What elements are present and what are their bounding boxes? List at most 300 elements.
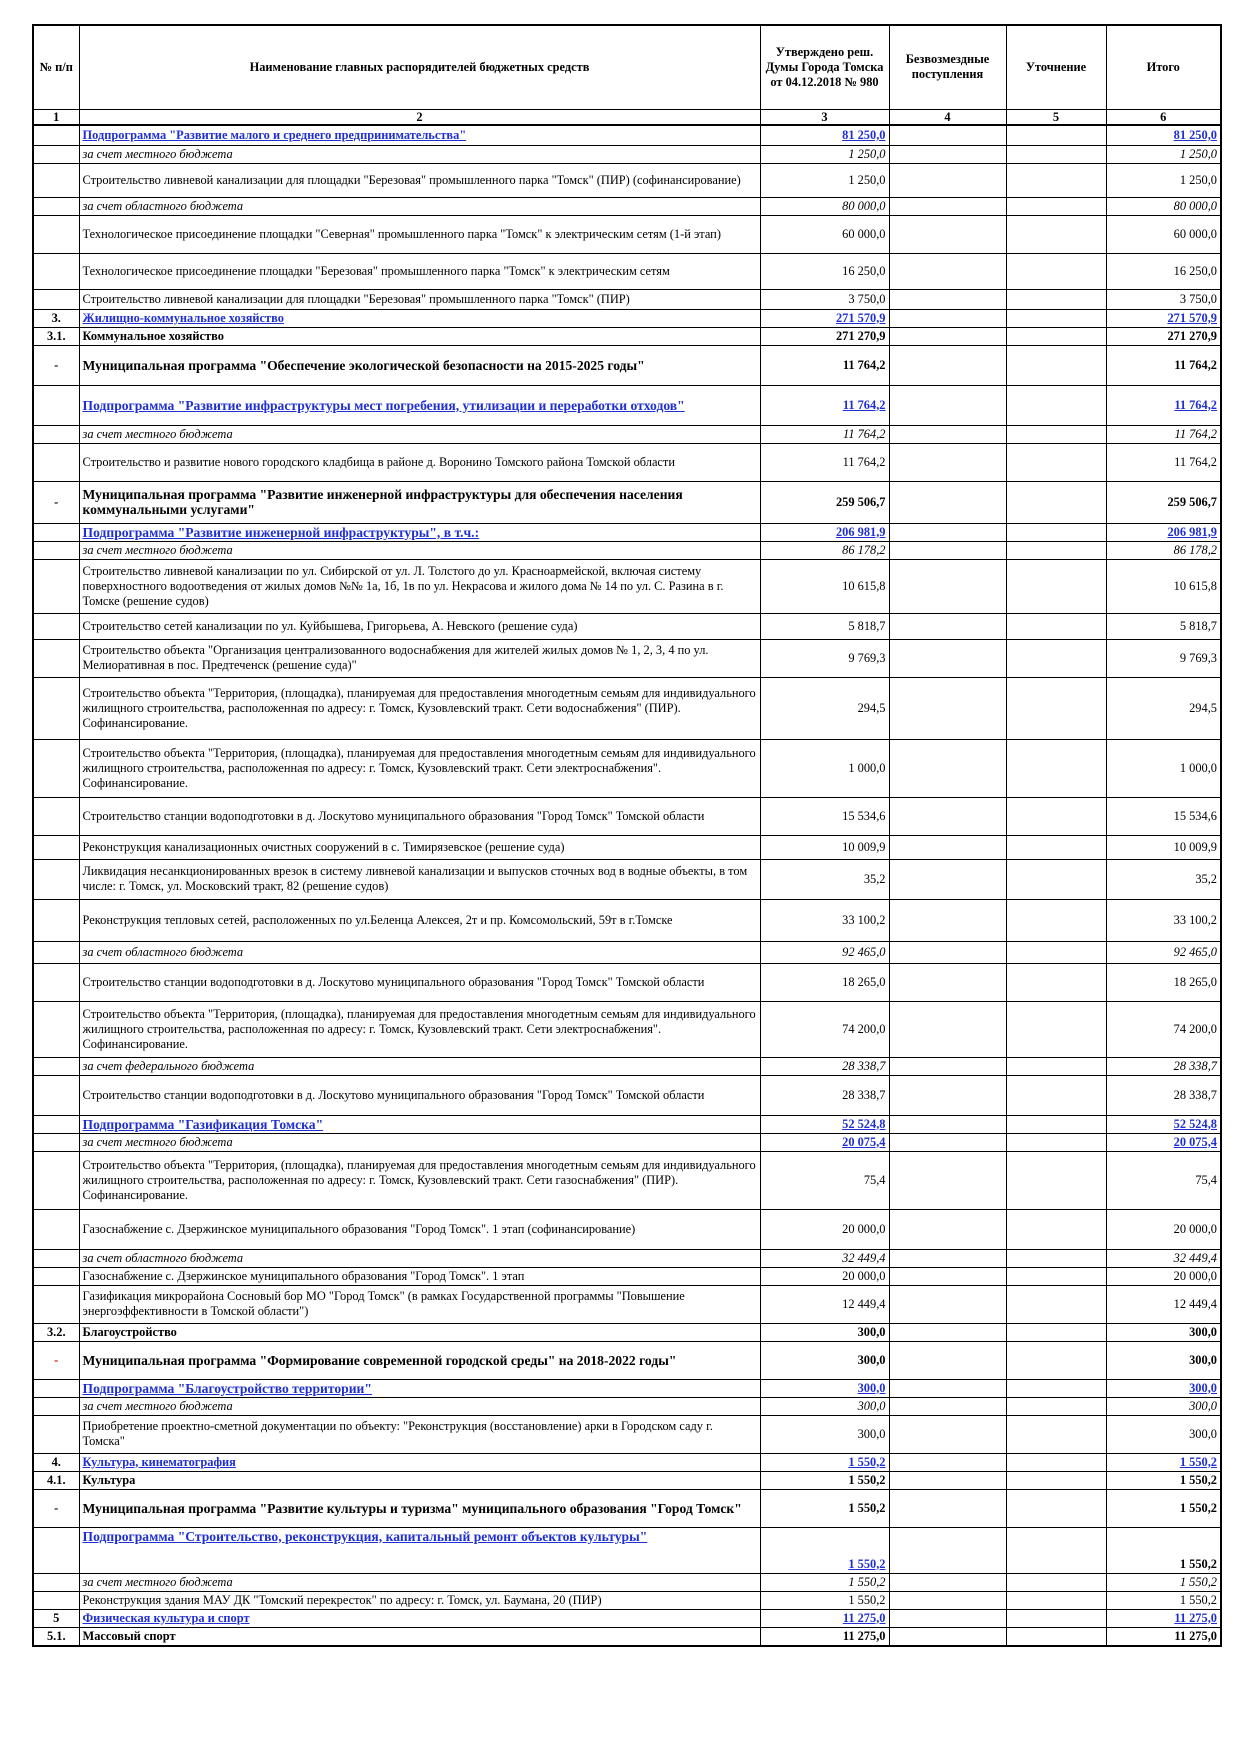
row-number (33, 1573, 79, 1591)
total-amount: 12 449,4 (1106, 1285, 1221, 1323)
table-row (33, 1397, 1221, 1415)
grants-amount (889, 163, 1006, 197)
row-name: за счет местного бюджета (79, 1133, 760, 1151)
total-amount: 206 981,9 (1106, 523, 1221, 541)
total-amount: 1 550,2 (1106, 1471, 1221, 1489)
grants-amount (889, 1397, 1006, 1415)
grants-amount (889, 1627, 1006, 1646)
adjustment-amount (1006, 1609, 1106, 1627)
row-name: Подпрограмма "Развитие инфраструктуры мест погребения, утилизации и переработки отходов" (79, 385, 760, 425)
row-name: Ликвидация несанкционированных врезок в систему ливневой канализации и выпусков сточных вод в водные объекты, в том числе: г. Томск, ул. Московский тракт, 82 (решение судов) (79, 859, 760, 899)
row-number (33, 677, 79, 739)
row-number (33, 1075, 79, 1115)
row-name: Строительство и развитие нового городского кладбища в районе д. Воронино Томского района Томской области (79, 443, 760, 481)
approved-amount: 3 750,0 (760, 289, 889, 309)
total-amount: 20 000,0 (1106, 1267, 1221, 1285)
grants-amount (889, 1001, 1006, 1057)
approved-amount: 11 764,2 (760, 425, 889, 443)
header-name: Наименование главных распорядителей бюджетных средств (79, 25, 760, 109)
approved-amount: 1 550,2 (760, 1453, 889, 1471)
adjustment-amount (1006, 1285, 1106, 1323)
adjustment-amount (1006, 1323, 1106, 1341)
row-name: Газификация микрорайона Сосновый бор МО "Город Томск" (в рамках Государственной программы "Повышение энергоэффективности в Томской области") (79, 1285, 760, 1323)
row-number: 5 (33, 1609, 79, 1627)
row-number (33, 739, 79, 797)
budget-table (32, 24, 1222, 1647)
approved-amount: 300,0 (760, 1397, 889, 1415)
approved-amount: 9 769,3 (760, 639, 889, 677)
table-row (33, 1341, 1221, 1379)
grants-amount (889, 345, 1006, 385)
row-name: Строительство ливневой канализации для площадки "Березовая" промышленного парка "Томск" (ПИР) (софинансирование) (79, 163, 760, 197)
approved-amount: 1 550,2 (760, 1471, 889, 1489)
total-amount: 1 550,2 (1106, 1591, 1221, 1609)
total-amount: 18 265,0 (1106, 963, 1221, 1001)
column-number: 4 (889, 109, 1006, 125)
adjustment-amount (1006, 1001, 1106, 1057)
row-name: Строительство ливневой канализации по ул. Сибирской от ул. Л. Толстого до ул. Красноармейской, включая систему поверхностного водоотведения от жилых домов №№ 1а, 1б, 1в по ул. Некрасова и жилого дома № 14 по ул. С. Разина в г. Томске (решение судов) (79, 559, 760, 613)
adjustment-amount (1006, 253, 1106, 289)
row-name: Газоснабжение с. Дзержинское муниципального образования "Город Томск". 1 этап (софинансирование) (79, 1209, 760, 1249)
grants-amount (889, 941, 1006, 963)
grants-amount (889, 835, 1006, 859)
row-number: 3.1. (33, 327, 79, 345)
row-name: Физическая культура и спорт (79, 1609, 760, 1627)
grants-amount (889, 443, 1006, 481)
adjustment-amount (1006, 345, 1106, 385)
total-amount: 1 550,2 (1106, 1489, 1221, 1527)
total-amount: 300,0 (1106, 1323, 1221, 1341)
table-row (33, 559, 1221, 613)
table-row (33, 1267, 1221, 1285)
approved-amount: 74 200,0 (760, 1001, 889, 1057)
row-number: - (33, 1341, 79, 1379)
grants-amount (889, 1471, 1006, 1489)
row-name: за счет областного бюджета (79, 197, 760, 215)
adjustment-amount (1006, 1489, 1106, 1527)
adjustment-amount (1006, 163, 1106, 197)
row-number (33, 835, 79, 859)
grants-amount (889, 1341, 1006, 1379)
table-row (33, 1323, 1221, 1341)
total-amount: 259 506,7 (1106, 481, 1221, 523)
total-amount: 11 275,0 (1106, 1627, 1221, 1646)
grants-amount (889, 425, 1006, 443)
table-row (33, 1249, 1221, 1267)
budget-table-sheet (32, 24, 1220, 1647)
row-name: Строительство объекта "Территория, (площадка), планируемая для предоставления многодетным семьям для индивидуального жилищного строительства, расположенная по адресу: г. Томск, Кузовлевский тракт. Сети газоснабжения" (ПИР). Софинансирование. (79, 1151, 760, 1209)
adjustment-amount (1006, 1249, 1106, 1267)
row-number (33, 1527, 79, 1573)
grants-amount (889, 639, 1006, 677)
total-amount: 1 550,2 (1106, 1573, 1221, 1591)
grants-amount (889, 677, 1006, 739)
adjustment-amount (1006, 327, 1106, 345)
row-name: Подпрограмма "Строительство, реконструкция, капитальный ремонт объектов культуры" (79, 1527, 760, 1573)
table-row (33, 523, 1221, 541)
row-name: Культура, кинематография (79, 1453, 760, 1471)
adjustment-amount (1006, 1209, 1106, 1249)
row-number (33, 385, 79, 425)
grants-amount (889, 613, 1006, 639)
table-row (33, 1591, 1221, 1609)
approved-amount: 32 449,4 (760, 1249, 889, 1267)
grants-amount (889, 253, 1006, 289)
adjustment-amount (1006, 443, 1106, 481)
adjustment-amount (1006, 1627, 1106, 1646)
total-amount: 10 009,9 (1106, 835, 1221, 859)
grants-amount (889, 125, 1006, 145)
header-total: Итого (1106, 25, 1221, 109)
total-amount: 271 570,9 (1106, 309, 1221, 327)
adjustment-amount (1006, 145, 1106, 163)
total-amount: 80 000,0 (1106, 197, 1221, 215)
row-number (33, 215, 79, 253)
grants-amount (889, 859, 1006, 899)
adjustment-amount (1006, 523, 1106, 541)
row-name: Подпрограмма "Благоустройство территории" (79, 1379, 760, 1397)
approved-amount: 11 275,0 (760, 1609, 889, 1627)
table-row (33, 289, 1221, 309)
table-row (33, 1627, 1221, 1646)
grants-amount (889, 1209, 1006, 1249)
total-amount: 271 270,9 (1106, 327, 1221, 345)
total-amount: 75,4 (1106, 1151, 1221, 1209)
grants-amount (889, 385, 1006, 425)
grants-amount (889, 1573, 1006, 1591)
row-number (33, 613, 79, 639)
row-number: - (33, 1489, 79, 1527)
grants-amount (889, 899, 1006, 941)
total-amount: 300,0 (1106, 1379, 1221, 1397)
row-name: Строительство станции водоподготовки в д. Лоскутово муниципального образования "Город Томск" Томской области (79, 797, 760, 835)
adjustment-amount (1006, 1341, 1106, 1379)
adjustment-amount (1006, 1267, 1106, 1285)
table-row (33, 639, 1221, 677)
approved-amount: 1 550,2 (760, 1573, 889, 1591)
grants-amount (889, 1249, 1006, 1267)
approved-amount: 86 178,2 (760, 541, 889, 559)
row-number (33, 1285, 79, 1323)
row-name: за счет федерального бюджета (79, 1057, 760, 1075)
row-name: Технологическое присоединение площадки "Березовая" промышленного парка "Томск" к электрическим сетям (79, 253, 760, 289)
row-name: Реконструкция тепловых сетей, расположенных по ул.Беленца Алексея, 2т и пр. Комсомольский, 59т в г.Томске (79, 899, 760, 941)
approved-amount: 1 250,0 (760, 163, 889, 197)
row-name: Строительство сетей канализации по ул. Куйбышева, Григорьева, А. Невского (решение суда) (79, 613, 760, 639)
total-amount: 3 750,0 (1106, 289, 1221, 309)
adjustment-amount (1006, 1379, 1106, 1397)
table-row (33, 1151, 1221, 1209)
table-row (33, 1115, 1221, 1133)
total-amount: 11 764,2 (1106, 385, 1221, 425)
row-number (33, 1209, 79, 1249)
grants-amount (889, 1267, 1006, 1285)
row-number: 5.1. (33, 1627, 79, 1646)
total-amount: 294,5 (1106, 677, 1221, 739)
row-name: Газоснабжение с. Дзержинское муниципального образования "Город Томск". 1 этап (79, 1267, 760, 1285)
approved-amount: 12 449,4 (760, 1285, 889, 1323)
total-amount: 86 178,2 (1106, 541, 1221, 559)
table-row (33, 941, 1221, 963)
approved-amount: 35,2 (760, 859, 889, 899)
adjustment-amount (1006, 639, 1106, 677)
table-row (33, 1001, 1221, 1057)
approved-amount: 11 764,2 (760, 385, 889, 425)
grants-amount (889, 541, 1006, 559)
approved-amount: 300,0 (760, 1415, 889, 1453)
row-number (33, 963, 79, 1001)
adjustment-amount (1006, 481, 1106, 523)
adjustment-amount (1006, 859, 1106, 899)
row-number (33, 899, 79, 941)
column-number: 1 (33, 109, 79, 125)
table-row (33, 1471, 1221, 1489)
adjustment-amount (1006, 385, 1106, 425)
adjustment-amount (1006, 1415, 1106, 1453)
table-row (33, 163, 1221, 197)
adjustment-amount (1006, 197, 1106, 215)
row-number (33, 289, 79, 309)
approved-amount: 20 000,0 (760, 1267, 889, 1285)
approved-amount: 300,0 (760, 1323, 889, 1341)
row-number (33, 559, 79, 613)
table-row (33, 1489, 1221, 1527)
total-amount: 1 250,0 (1106, 163, 1221, 197)
row-number (33, 797, 79, 835)
approved-amount: 271 570,9 (760, 309, 889, 327)
table-row (33, 1527, 1221, 1573)
row-number (33, 941, 79, 963)
total-amount: 11 764,2 (1106, 425, 1221, 443)
total-amount: 20 000,0 (1106, 1209, 1221, 1249)
approved-amount: 1 000,0 (760, 739, 889, 797)
adjustment-amount (1006, 425, 1106, 443)
adjustment-amount (1006, 541, 1106, 559)
row-number (33, 523, 79, 541)
approved-amount: 16 250,0 (760, 253, 889, 289)
approved-amount: 20 075,4 (760, 1133, 889, 1151)
header-approved: Утверждено реш. Думы Города Томска от 04.12.2018 № 980 (760, 25, 889, 109)
row-number: 3. (33, 309, 79, 327)
row-number: - (33, 481, 79, 523)
row-name: за счет местного бюджета (79, 1397, 760, 1415)
row-name: Строительство объекта "Территория, (площадка), планируемая для предоставления многодетным семьям для индивидуального жилищного строительства, расположенная по адресу: г. Томск, Кузовлевский тракт. Сети электроснабжения". Софинансирование. (79, 739, 760, 797)
grants-amount (889, 1609, 1006, 1627)
grants-amount (889, 481, 1006, 523)
adjustment-amount (1006, 1527, 1106, 1573)
table-row (33, 835, 1221, 859)
grants-amount (889, 145, 1006, 163)
approved-amount: 75,4 (760, 1151, 889, 1209)
adjustment-amount (1006, 1075, 1106, 1115)
grants-amount (889, 523, 1006, 541)
total-amount: 11 275,0 (1106, 1609, 1221, 1627)
grants-amount (889, 739, 1006, 797)
row-number (33, 541, 79, 559)
row-number (33, 1133, 79, 1151)
grants-amount (889, 1489, 1006, 1527)
table-header-row (33, 25, 1221, 109)
approved-amount: 28 338,7 (760, 1057, 889, 1075)
approved-amount: 52 524,8 (760, 1115, 889, 1133)
approved-amount: 1 550,2 (760, 1591, 889, 1609)
adjustment-amount (1006, 1151, 1106, 1209)
row-number (33, 1397, 79, 1415)
grants-amount (889, 215, 1006, 253)
adjustment-amount (1006, 1133, 1106, 1151)
total-amount: 20 075,4 (1106, 1133, 1221, 1151)
table-row (33, 125, 1221, 145)
grants-amount (889, 1527, 1006, 1573)
row-number (33, 1057, 79, 1075)
table-row (33, 443, 1221, 481)
total-amount: 11 764,2 (1106, 443, 1221, 481)
grants-amount (889, 1057, 1006, 1075)
grants-amount (889, 1285, 1006, 1323)
adjustment-amount (1006, 1471, 1106, 1489)
grants-amount (889, 963, 1006, 1001)
total-amount: 81 250,0 (1106, 125, 1221, 145)
row-name: за счет местного бюджета (79, 541, 760, 559)
row-number (33, 253, 79, 289)
approved-amount: 10 615,8 (760, 559, 889, 613)
row-number: - (33, 345, 79, 385)
table-row (33, 309, 1221, 327)
column-number: 5 (1006, 109, 1106, 125)
approved-amount: 11 764,2 (760, 345, 889, 385)
total-amount: 300,0 (1106, 1415, 1221, 1453)
row-number (33, 1151, 79, 1209)
row-name: Строительство ливневой канализации для площадки "Березовая" промышленного парка "Томск" (ПИР) (79, 289, 760, 309)
row-name: Жилищно-коммунальное хозяйство (79, 309, 760, 327)
approved-amount: 300,0 (760, 1379, 889, 1397)
approved-amount: 11 275,0 (760, 1627, 889, 1646)
adjustment-amount (1006, 1397, 1106, 1415)
table-row (33, 345, 1221, 385)
approved-amount: 5 818,7 (760, 613, 889, 639)
approved-amount: 20 000,0 (760, 1209, 889, 1249)
adjustment-amount (1006, 941, 1106, 963)
approved-amount: 1 250,0 (760, 145, 889, 163)
table-row (33, 1609, 1221, 1627)
table-row (33, 327, 1221, 345)
row-number (33, 145, 79, 163)
adjustment-amount (1006, 835, 1106, 859)
table-row (33, 481, 1221, 523)
approved-amount: 11 764,2 (760, 443, 889, 481)
adjustment-amount (1006, 1115, 1106, 1133)
total-amount: 52 524,8 (1106, 1115, 1221, 1133)
total-amount: 32 449,4 (1106, 1249, 1221, 1267)
row-name: Реконструкция здания МАУ ДК "Томский перекресток" по адресу: г. Томск, ул. Баумана, 20 (ПИР) (79, 1591, 760, 1609)
row-number: 4.1. (33, 1471, 79, 1489)
grants-amount (889, 197, 1006, 215)
row-number (33, 1249, 79, 1267)
grants-amount (889, 1591, 1006, 1609)
table-row (33, 1379, 1221, 1397)
row-name: Строительство станции водоподготовки в д. Лоскутово муниципального образования "Город Томск" Томской области (79, 1075, 760, 1115)
adjustment-amount (1006, 1057, 1106, 1075)
adjustment-amount (1006, 125, 1106, 145)
table-row (33, 145, 1221, 163)
table-row (33, 613, 1221, 639)
table-row (33, 425, 1221, 443)
total-amount: 92 465,0 (1106, 941, 1221, 963)
grants-amount (889, 1133, 1006, 1151)
row-name: за счет областного бюджета (79, 1249, 760, 1267)
approved-amount: 300,0 (760, 1341, 889, 1379)
row-number (33, 859, 79, 899)
approved-amount: 81 250,0 (760, 125, 889, 145)
row-name: за счет местного бюджета (79, 425, 760, 443)
approved-amount: 259 506,7 (760, 481, 889, 523)
adjustment-amount (1006, 1573, 1106, 1591)
adjustment-amount (1006, 1453, 1106, 1471)
approved-amount: 92 465,0 (760, 941, 889, 963)
grants-amount (889, 1075, 1006, 1115)
grants-amount (889, 327, 1006, 345)
total-amount: 16 250,0 (1106, 253, 1221, 289)
adjustment-amount (1006, 215, 1106, 253)
row-number (33, 163, 79, 197)
adjustment-amount (1006, 963, 1106, 1001)
approved-amount: 1 550,2 (760, 1489, 889, 1527)
table-row (33, 1415, 1221, 1453)
approved-amount: 18 265,0 (760, 963, 889, 1001)
approved-amount: 271 270,9 (760, 327, 889, 345)
approved-amount: 28 338,7 (760, 1075, 889, 1115)
row-name: Подпрограмма "Газификация Томска" (79, 1115, 760, 1133)
total-amount: 33 100,2 (1106, 899, 1221, 941)
grants-amount (889, 1151, 1006, 1209)
grants-amount (889, 1115, 1006, 1133)
row-name: Приобретение проектно-сметной документации по объекту: "Реконструкция (восстановление) арки в Городском саду г. Томска" (79, 1415, 760, 1453)
row-number (33, 1001, 79, 1057)
adjustment-amount (1006, 289, 1106, 309)
total-amount: 11 764,2 (1106, 345, 1221, 385)
table-row (33, 1075, 1221, 1115)
header-adjustment: Уточнение (1006, 25, 1106, 109)
table-row (33, 963, 1221, 1001)
column-number: 6 (1106, 109, 1221, 125)
total-amount: 1 550,2 (1106, 1527, 1221, 1573)
total-amount: 1 550,2 (1106, 1453, 1221, 1471)
header-grants: Безвозмездные поступления (889, 25, 1006, 109)
total-amount: 60 000,0 (1106, 215, 1221, 253)
row-number (33, 639, 79, 677)
row-name: за счет местного бюджета (79, 145, 760, 163)
grants-amount (889, 1453, 1006, 1471)
column-number-row (33, 109, 1221, 125)
total-amount: 28 338,7 (1106, 1075, 1221, 1115)
header-number: № п/п (33, 25, 79, 109)
adjustment-amount (1006, 677, 1106, 739)
row-number (33, 1415, 79, 1453)
total-amount: 1 250,0 (1106, 145, 1221, 163)
column-number: 2 (79, 109, 760, 125)
approved-amount: 60 000,0 (760, 215, 889, 253)
total-amount: 28 338,7 (1106, 1057, 1221, 1075)
table-body (33, 125, 1221, 1646)
row-number (33, 125, 79, 145)
row-name: Муниципальная программа "Обеспечение экологической безопасности на 2015-2025 годы" (79, 345, 760, 385)
table-row (33, 1057, 1221, 1075)
row-name: Строительство объекта "Организация централизованного водоснабжения для жителей жилых домов № 1, 2, 3, 4 по ул. Мелиоративная в пос. Предтеченск (решение суда)" (79, 639, 760, 677)
table-row (33, 197, 1221, 215)
total-amount: 35,2 (1106, 859, 1221, 899)
row-number (33, 1591, 79, 1609)
table-row (33, 541, 1221, 559)
